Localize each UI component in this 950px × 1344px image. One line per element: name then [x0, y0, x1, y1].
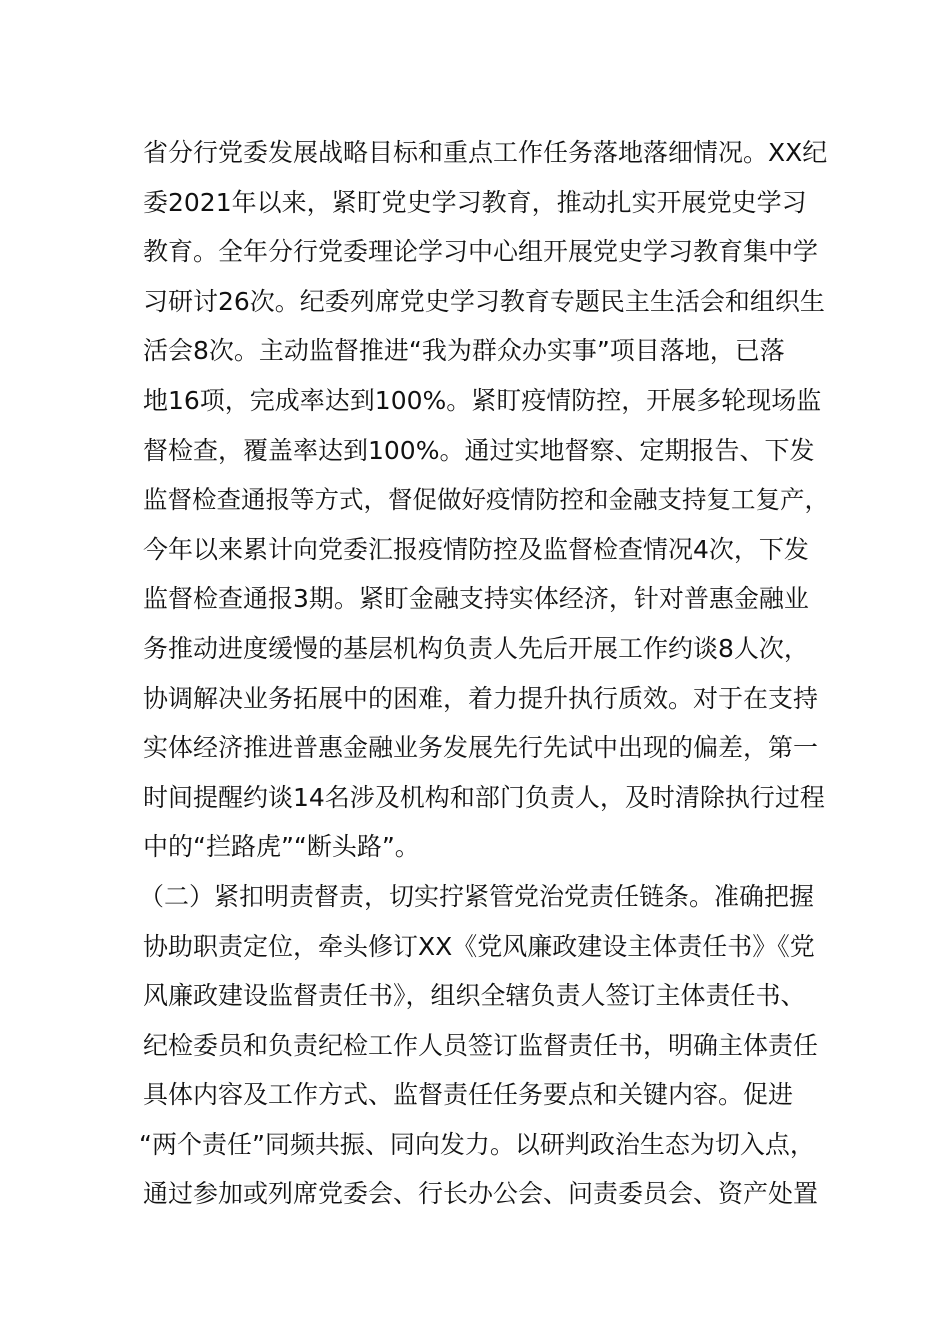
section-heading-line: （二）紧扣明责督责，切实拧紧管党治党责任链条。准确把握	[139, 881, 815, 911]
text-line: 协调解决业务拓展中的困难，着力提升执行质效。对于在支持	[143, 683, 819, 713]
text-line: 监督检查通报等方式，督促做好疫情防控和金融支持复工复产，	[143, 485, 829, 515]
text-line: 教育。全年分行党委理论学习中心组开展党史学习教育集中学	[143, 237, 819, 267]
text-line: 协助职责定位，牵头修订XX《党风廉政建设主体责任书》《党	[143, 931, 815, 961]
text-line: 今年以来累计向党委汇报疫情防控及监督检查情况4次，下发	[143, 534, 809, 564]
text-line: 具体内容及工作方式、监督责任任务要点和关键内容。促进	[143, 1080, 794, 1110]
text-line: 督检查，覆盖率达到100%。通过实地督察、定期报告、下发	[143, 435, 815, 465]
text-line: 通过参加或列席党委会、行长办公会、问责委员会、资产处置	[143, 1179, 819, 1209]
text-line: 风廉政建设监督责任书》，组织全辖负责人签订主体责任书、	[143, 981, 806, 1011]
text-line: 地16项，完成率达到100%。紧盯疫情防控，开展多轮现场监	[143, 385, 822, 415]
text-line: 习研讨26次。纪委列席党史学习教育专题民主生活会和组织生	[143, 286, 825, 316]
text-line: 委2021年以来，紧盯党史学习教育，推动扎实开展党史学习	[143, 187, 807, 217]
text-line: 务推动进度缓慢的基层机构负责人先后开展工作约谈8人次，	[143, 633, 809, 663]
body-text	[139, 128, 829, 1219]
text-line: 实体经济推进普惠金融业务发展先行先试中出现的偏差，第一	[143, 733, 819, 763]
text-line: 时间提醒约谈14名涉及机构和部门负责人，及时清除执行过程	[143, 782, 825, 812]
text-line: 省分行党委发展战略目标和重点工作任务落地落细情况。XX纪	[143, 138, 828, 167]
text-line: 活会8次。主动监督推进“我为群众办实事”项目落地，已落	[143, 336, 785, 366]
text-line: “两个责任”同频共振、同向发力。以研判政治生态为切入点，	[139, 1129, 815, 1159]
text-line: 纪检委员和负责纪检工作人员签订监督责任书，明确主体责任	[143, 1030, 819, 1060]
text-line: 中的“拦路虎”“断头路”。	[143, 832, 420, 862]
text-line: 监督检查通报3期。紧盯金融支持实体经济，针对普惠金融业	[143, 584, 809, 614]
